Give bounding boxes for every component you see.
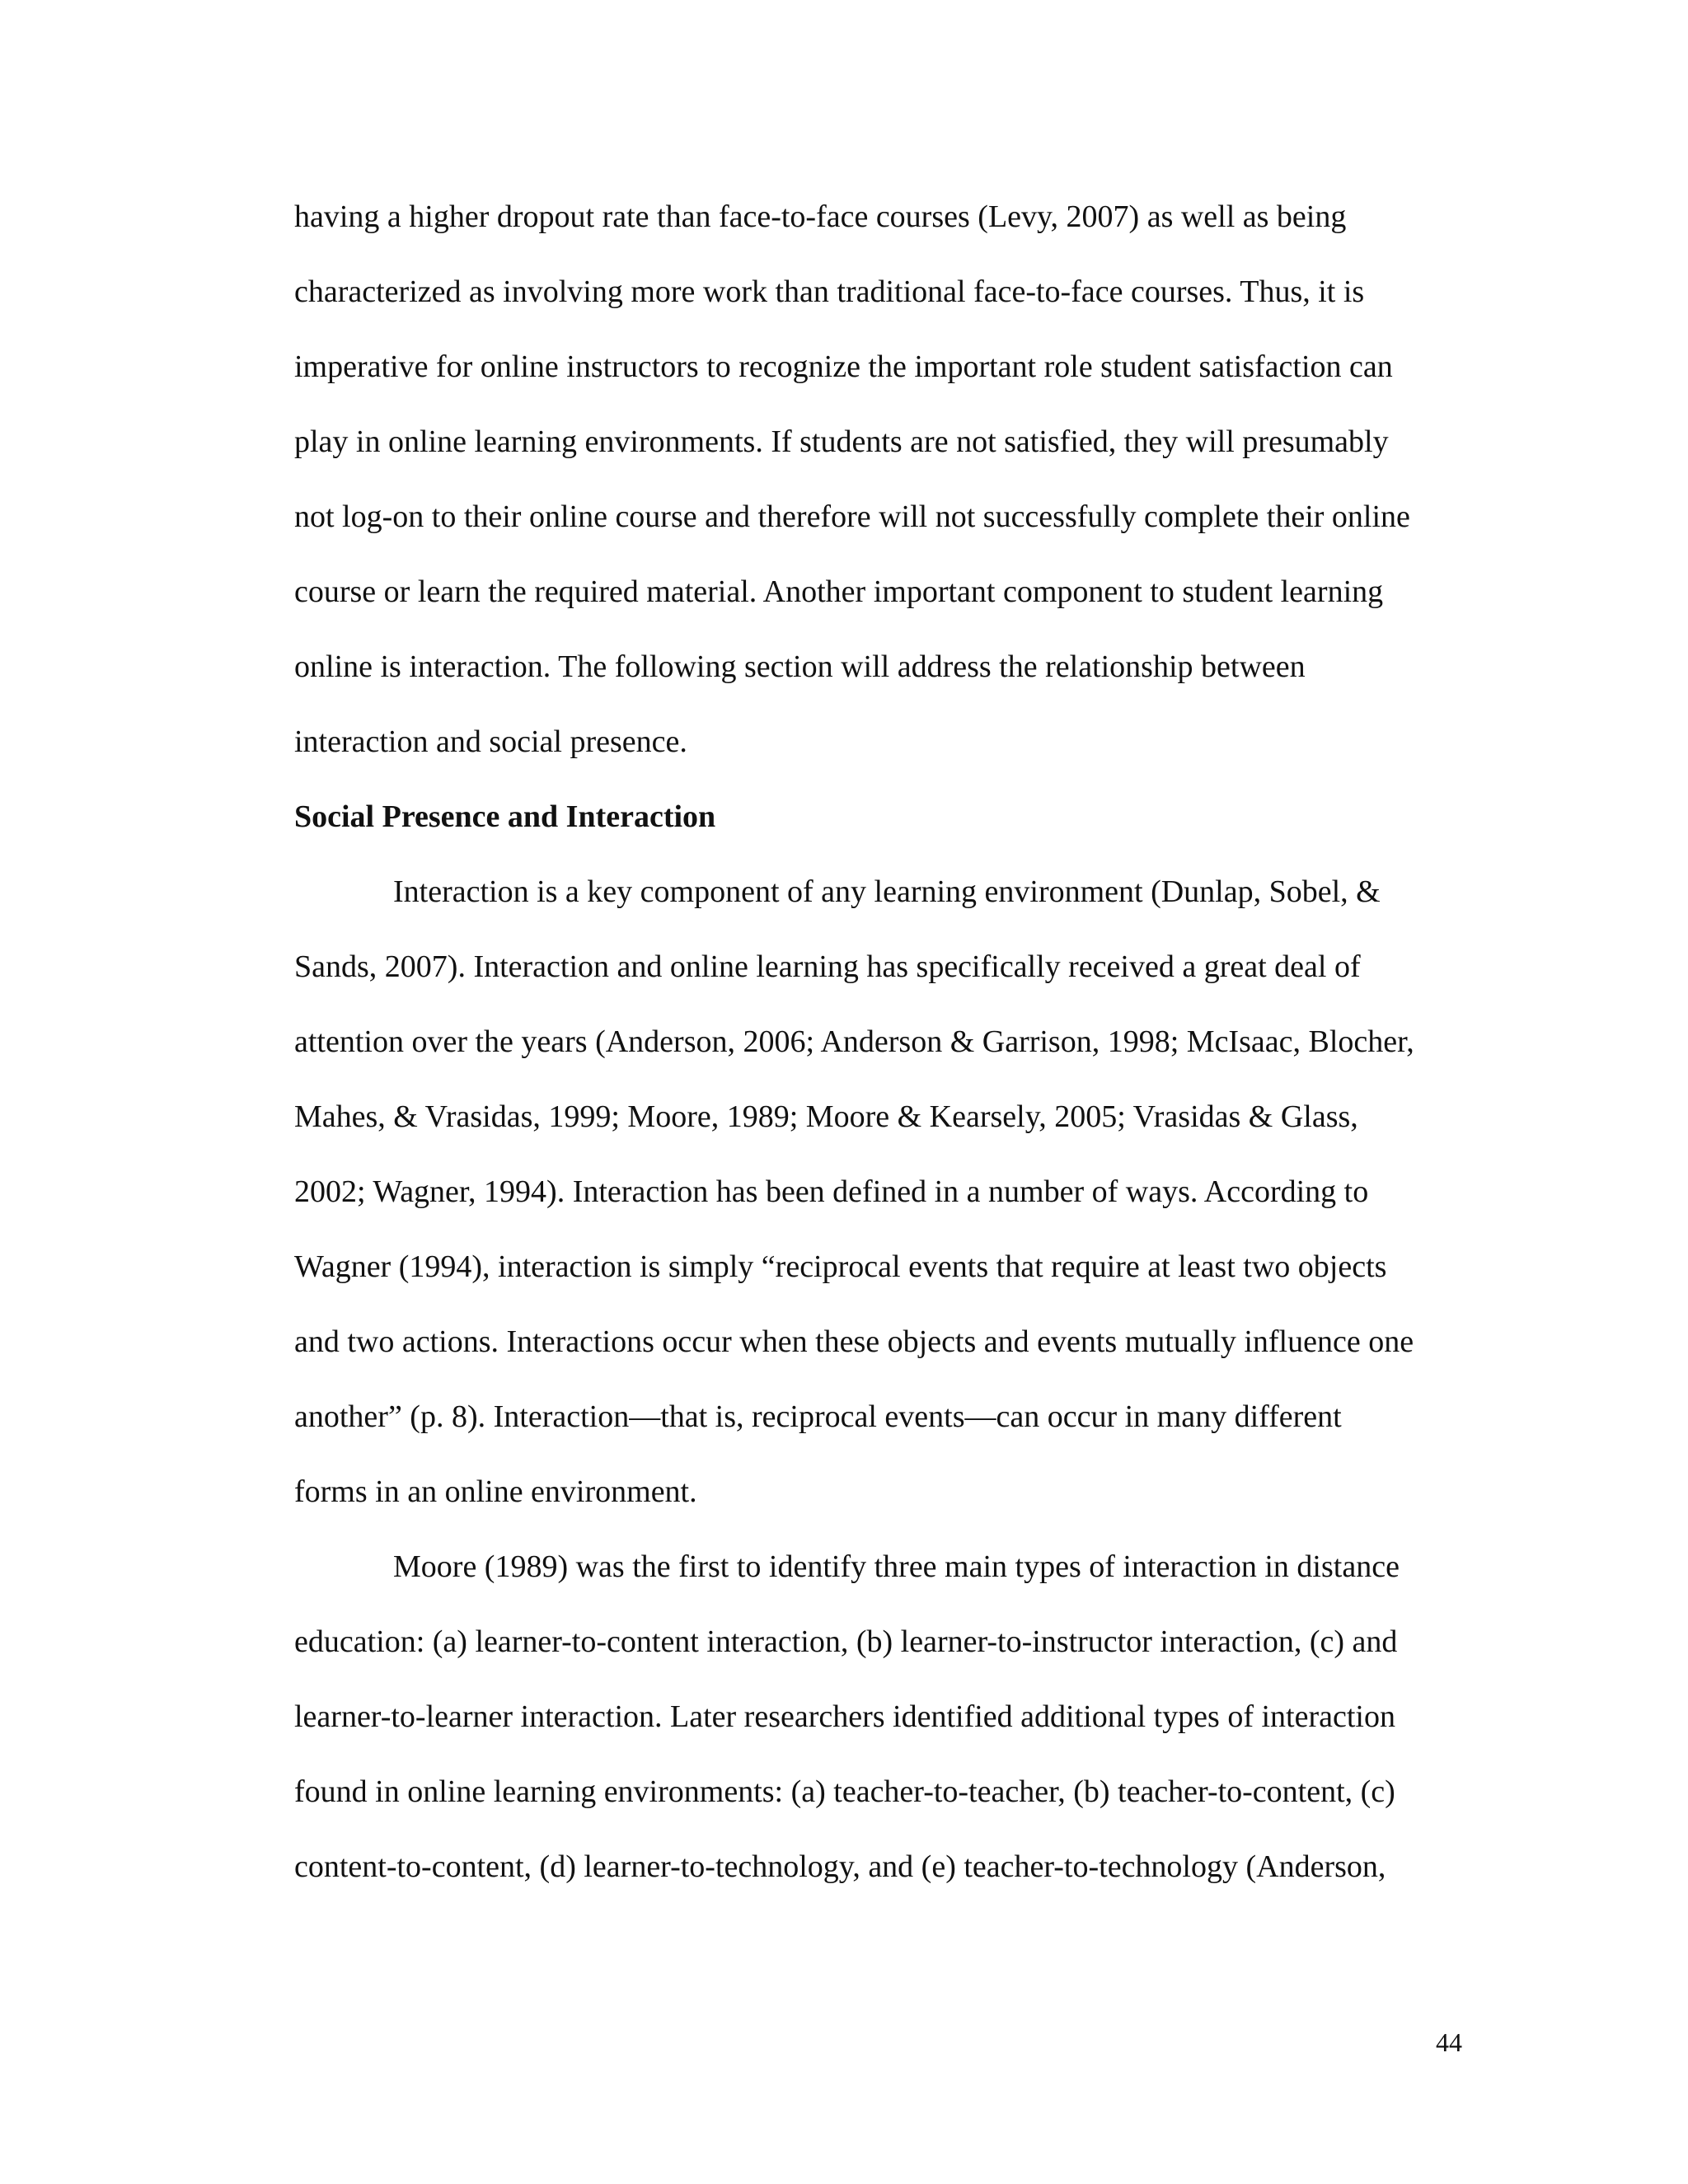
text-line: imperative for online instructors to recognize the important role student satisfaction can: [294, 349, 1393, 384]
text-line: forms in an online environment.: [294, 1474, 697, 1509]
section-heading: Social Presence and Interaction: [294, 799, 716, 834]
text-line: interaction and social presence.: [294, 724, 687, 759]
text-line: having a higher dropout rate than face-to-face courses (Levy, 2007) as well as being: [294, 199, 1347, 234]
text-line: found in online learning environments: (a) teacher-to-teacher, (b) teacher-to-content, (c): [294, 1774, 1395, 1809]
text-line: online is interaction. The following section will address the relationship between: [294, 649, 1306, 684]
text-line: Mahes, & Vrasidas, 1999; Moore, 1989; Moore & Kearsely, 2005; Vrasidas & Glass,: [294, 1099, 1358, 1134]
text-line: characterized as involving more work than traditional face-to-face courses. Thus, it is: [294, 274, 1365, 309]
text-line: and two actions. Interactions occur when these objects and events mutually influence one: [294, 1324, 1414, 1359]
text-line: not log-on to their online course and therefore will not successfully complete their online: [294, 499, 1410, 534]
text-line: Moore (1989) was the first to identify three main types of interaction in distance: [393, 1549, 1400, 1584]
text-line: Interaction is a key component of any learning environment (Dunlap, Sobel, &: [393, 874, 1381, 909]
text-line: content-to-content, (d) learner-to-technology, and (e) teacher-to-technology (Anderson,: [294, 1849, 1386, 1884]
text-line: Wagner (1994), interaction is simply “reciprocal events that require at least two objects: [294, 1249, 1387, 1284]
text-line: 2002; Wagner, 1994). Interaction has been defined in a number of ways. According to: [294, 1174, 1369, 1209]
text-line: play in online learning environments. If students are not satisfied, they will presumably: [294, 424, 1389, 459]
text-line: learner-to-learner interaction. Later researchers identified additional types of interaction: [294, 1699, 1395, 1734]
text-line: education: (a) learner-to-content interaction, (b) learner-to-instructor interaction, (c) and: [294, 1624, 1398, 1659]
text-line: another” (p. 8). Interaction—that is, reciprocal events—can occur in many different: [294, 1399, 1342, 1434]
text-line: course or learn the required material. Another important component to student learning: [294, 574, 1384, 609]
text-line: Sands, 2007). Interaction and online learning has specifically received a great deal of: [294, 949, 1361, 984]
text-line: attention over the years (Anderson, 2006; Anderson & Garrison, 1998; McIsaac, Blocher,: [294, 1024, 1414, 1059]
page-number: 44: [1436, 2027, 1462, 2057]
